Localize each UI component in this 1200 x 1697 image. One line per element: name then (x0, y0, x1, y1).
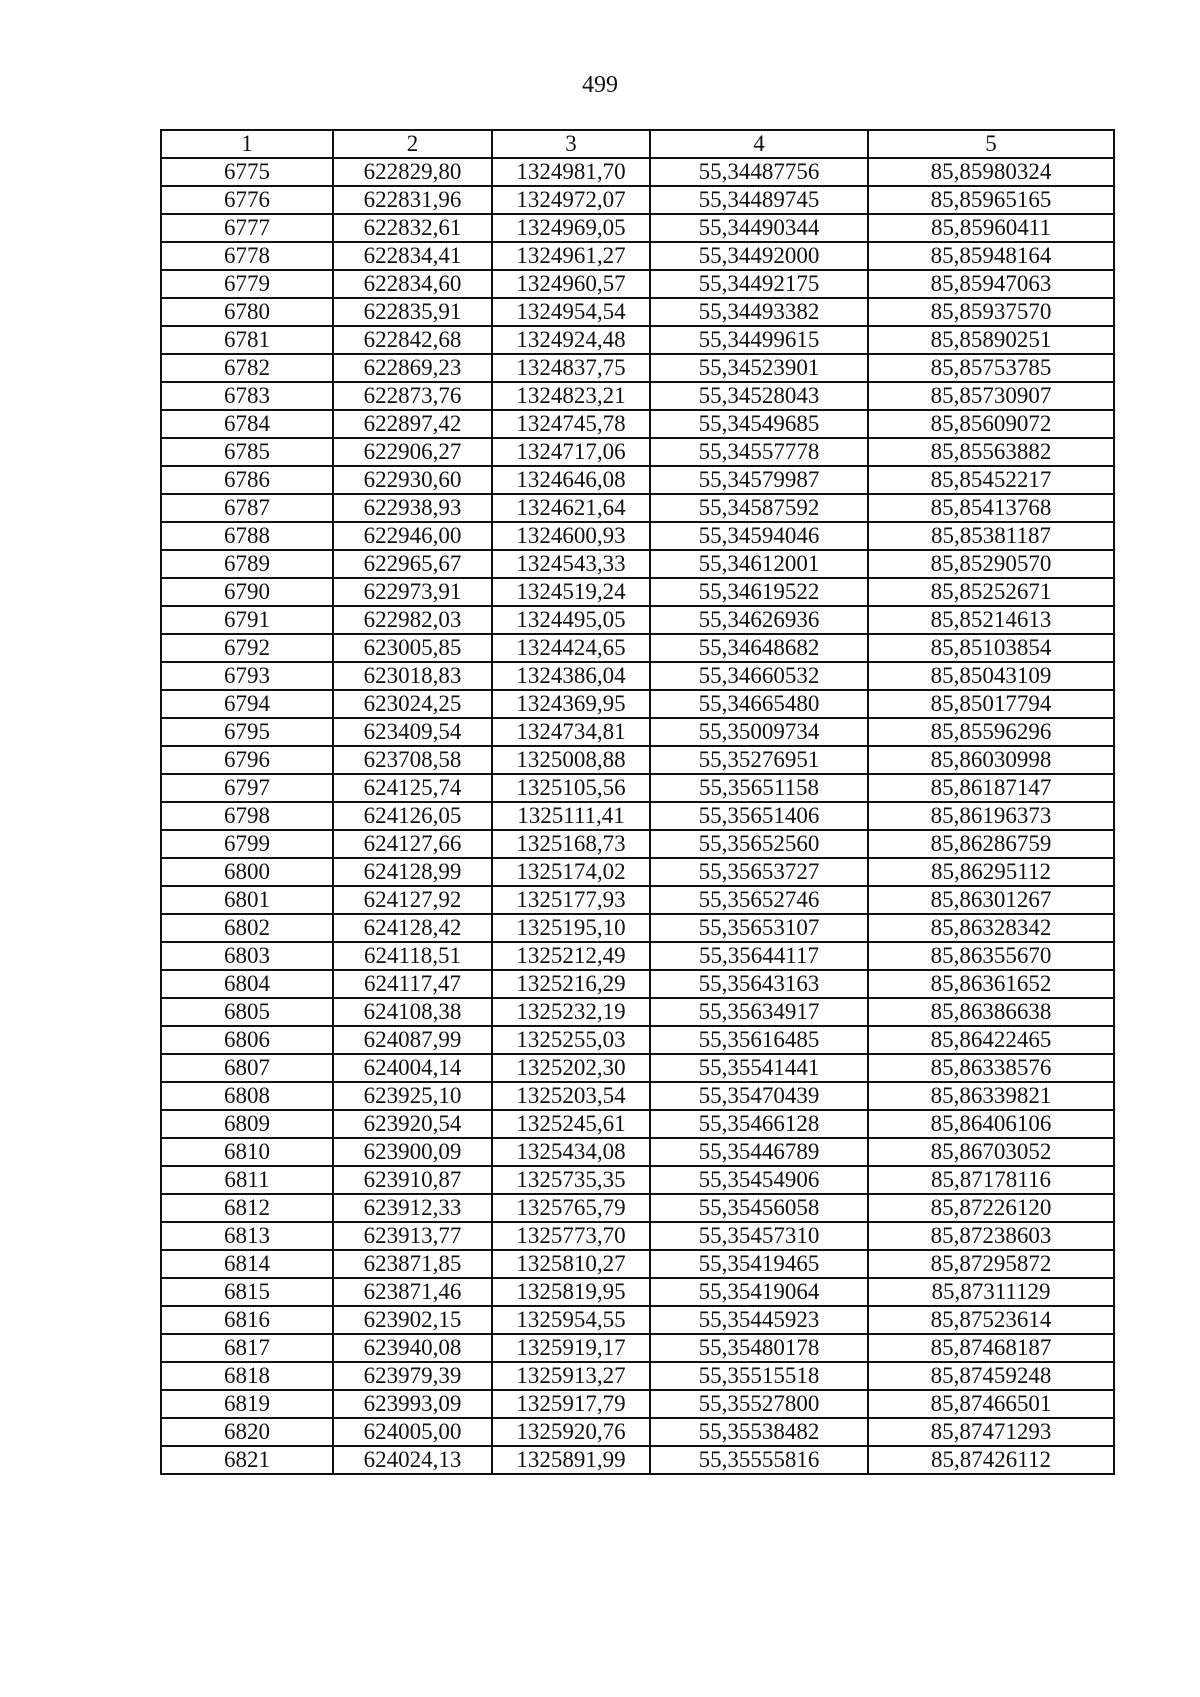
longitude-cell: 85,85937570 (868, 298, 1114, 326)
x-coordinate-cell: 624087,99 (333, 1026, 492, 1054)
longitude-cell: 85,86286759 (868, 830, 1114, 858)
latitude-cell: 55,34487756 (650, 158, 868, 186)
point-number-cell: 6779 (161, 270, 333, 298)
x-coordinate-cell: 623993,09 (333, 1390, 492, 1418)
x-coordinate-cell: 624118,51 (333, 942, 492, 970)
latitude-cell: 55,34648682 (650, 634, 868, 662)
table-row (161, 1138, 1114, 1166)
table-row (161, 1054, 1114, 1082)
latitude-cell: 55,35643163 (650, 970, 868, 998)
coordinates-table (160, 129, 1115, 1475)
table-row (161, 410, 1114, 438)
point-number-cell: 6786 (161, 466, 333, 494)
longitude-cell: 85,85890251 (868, 326, 1114, 354)
longitude-cell: 85,85609072 (868, 410, 1114, 438)
table-row (161, 242, 1114, 270)
point-number-cell: 6819 (161, 1390, 333, 1418)
x-coordinate-cell: 623979,39 (333, 1362, 492, 1390)
longitude-cell: 85,86030998 (868, 746, 1114, 774)
latitude-cell: 55,34492175 (650, 270, 868, 298)
x-coordinate-cell: 624126,05 (333, 802, 492, 830)
longitude-cell: 85,87523614 (868, 1306, 1114, 1334)
point-number-cell: 6814 (161, 1250, 333, 1278)
x-coordinate-cell: 622831,96 (333, 186, 492, 214)
table-row (161, 998, 1114, 1026)
point-number-cell: 6795 (161, 718, 333, 746)
latitude-cell: 55,35419064 (650, 1278, 868, 1306)
point-number-cell: 6797 (161, 774, 333, 802)
x-coordinate-cell: 624117,47 (333, 970, 492, 998)
point-number-cell: 6777 (161, 214, 333, 242)
table-row (161, 158, 1114, 186)
latitude-cell: 55,35653727 (650, 858, 868, 886)
x-coordinate-cell: 622873,76 (333, 382, 492, 410)
point-number-cell: 6800 (161, 858, 333, 886)
longitude-cell: 85,85214613 (868, 606, 1114, 634)
table-row (161, 1166, 1114, 1194)
table-row (161, 1222, 1114, 1250)
point-number-cell: 6790 (161, 578, 333, 606)
x-coordinate-cell: 623708,58 (333, 746, 492, 774)
y-coordinate-cell: 1325216,29 (492, 970, 650, 998)
table-row (161, 718, 1114, 746)
column-header: 4 (650, 130, 868, 158)
x-coordinate-cell: 622906,27 (333, 438, 492, 466)
longitude-cell: 85,85947063 (868, 270, 1114, 298)
latitude-cell: 55,34499615 (650, 326, 868, 354)
latitude-cell: 55,35527800 (650, 1390, 868, 1418)
latitude-cell: 55,35652560 (650, 830, 868, 858)
header-row (161, 130, 1114, 158)
table-row (161, 942, 1114, 970)
y-coordinate-cell: 1324519,24 (492, 578, 650, 606)
latitude-cell: 55,35644117 (650, 942, 868, 970)
latitude-cell: 55,34490344 (650, 214, 868, 242)
longitude-cell: 85,87295872 (868, 1250, 1114, 1278)
latitude-cell: 55,35653107 (650, 914, 868, 942)
y-coordinate-cell: 1324369,95 (492, 690, 650, 718)
y-coordinate-cell: 1324972,07 (492, 186, 650, 214)
longitude-cell: 85,85017794 (868, 690, 1114, 718)
x-coordinate-cell: 623871,85 (333, 1250, 492, 1278)
latitude-cell: 55,35446789 (650, 1138, 868, 1166)
table-row (161, 1306, 1114, 1334)
point-number-cell: 6788 (161, 522, 333, 550)
latitude-cell: 55,35515518 (650, 1362, 868, 1390)
point-number-cell: 6809 (161, 1110, 333, 1138)
y-coordinate-cell: 1324600,93 (492, 522, 650, 550)
longitude-cell: 85,86295112 (868, 858, 1114, 886)
table-row (161, 382, 1114, 410)
latitude-cell: 55,34492000 (650, 242, 868, 270)
longitude-cell: 85,86355670 (868, 942, 1114, 970)
table-row (161, 1418, 1114, 1446)
latitude-cell: 55,35651406 (650, 802, 868, 830)
longitude-cell: 85,86328342 (868, 914, 1114, 942)
longitude-cell: 85,87178116 (868, 1166, 1114, 1194)
longitude-cell: 85,85452217 (868, 466, 1114, 494)
table-row (161, 746, 1114, 774)
y-coordinate-cell: 1325174,02 (492, 858, 650, 886)
longitude-cell: 85,87311129 (868, 1278, 1114, 1306)
table-row (161, 886, 1114, 914)
point-number-cell: 6789 (161, 550, 333, 578)
y-coordinate-cell: 1325913,27 (492, 1362, 650, 1390)
table-row (161, 1110, 1114, 1138)
table-header (161, 130, 1114, 158)
point-number-cell: 6785 (161, 438, 333, 466)
longitude-cell: 85,85960411 (868, 214, 1114, 242)
latitude-cell: 55,34489745 (650, 186, 868, 214)
longitude-cell: 85,85965165 (868, 186, 1114, 214)
x-coordinate-cell: 624128,42 (333, 914, 492, 942)
point-number-cell: 6804 (161, 970, 333, 998)
longitude-cell: 85,86703052 (868, 1138, 1114, 1166)
latitude-cell: 55,34626936 (650, 606, 868, 634)
x-coordinate-cell: 622973,91 (333, 578, 492, 606)
table-row (161, 830, 1114, 858)
table-row (161, 774, 1114, 802)
table-row (161, 578, 1114, 606)
x-coordinate-cell: 623913,77 (333, 1222, 492, 1250)
table-row (161, 1250, 1114, 1278)
x-coordinate-cell: 624127,92 (333, 886, 492, 914)
y-coordinate-cell: 1325255,03 (492, 1026, 650, 1054)
table-row (161, 326, 1114, 354)
longitude-cell: 85,86339821 (868, 1082, 1114, 1110)
x-coordinate-cell: 623018,83 (333, 662, 492, 690)
x-coordinate-cell: 622834,60 (333, 270, 492, 298)
table-row (161, 606, 1114, 634)
latitude-cell: 55,35480178 (650, 1334, 868, 1362)
point-number-cell: 6821 (161, 1446, 333, 1474)
y-coordinate-cell: 1324646,08 (492, 466, 650, 494)
table-row (161, 1334, 1114, 1362)
table-row (161, 214, 1114, 242)
longitude-cell: 85,85043109 (868, 662, 1114, 690)
point-number-cell: 6784 (161, 410, 333, 438)
x-coordinate-cell: 623910,87 (333, 1166, 492, 1194)
latitude-cell: 55,34594046 (650, 522, 868, 550)
latitude-cell: 55,35466128 (650, 1110, 868, 1138)
y-coordinate-cell: 1325195,10 (492, 914, 650, 942)
latitude-cell: 55,35470439 (650, 1082, 868, 1110)
y-coordinate-cell: 1324495,05 (492, 606, 650, 634)
y-coordinate-cell: 1325773,70 (492, 1222, 650, 1250)
latitude-cell: 55,35419465 (650, 1250, 868, 1278)
table-row (161, 690, 1114, 718)
table-row (161, 298, 1114, 326)
point-number-cell: 6791 (161, 606, 333, 634)
table-row (161, 634, 1114, 662)
x-coordinate-cell: 624024,13 (333, 1446, 492, 1474)
point-number-cell: 6806 (161, 1026, 333, 1054)
longitude-cell: 85,85252671 (868, 578, 1114, 606)
longitude-cell: 85,86196373 (868, 802, 1114, 830)
longitude-cell: 85,87426112 (868, 1446, 1114, 1474)
latitude-cell: 55,35454906 (650, 1166, 868, 1194)
table-row (161, 1390, 1114, 1418)
x-coordinate-cell: 624127,66 (333, 830, 492, 858)
table-row (161, 522, 1114, 550)
table-row (161, 914, 1114, 942)
latitude-cell: 55,34528043 (650, 382, 868, 410)
column-header: 5 (868, 130, 1114, 158)
latitude-cell: 55,34523901 (650, 354, 868, 382)
latitude-cell: 55,34493382 (650, 298, 868, 326)
latitude-cell: 55,35457310 (650, 1222, 868, 1250)
table-row (161, 186, 1114, 214)
x-coordinate-cell: 622930,60 (333, 466, 492, 494)
latitude-cell: 55,35276951 (650, 746, 868, 774)
longitude-cell: 85,85948164 (868, 242, 1114, 270)
point-number-cell: 6780 (161, 298, 333, 326)
longitude-cell: 85,86301267 (868, 886, 1114, 914)
y-coordinate-cell: 1324386,04 (492, 662, 650, 690)
latitude-cell: 55,34665480 (650, 690, 868, 718)
longitude-cell: 85,86386638 (868, 998, 1114, 1026)
y-coordinate-cell: 1325232,19 (492, 998, 650, 1026)
point-number-cell: 6787 (161, 494, 333, 522)
latitude-cell: 55,35652746 (650, 886, 868, 914)
point-number-cell: 6805 (161, 998, 333, 1026)
y-coordinate-cell: 1325891,99 (492, 1446, 650, 1474)
longitude-cell: 85,85980324 (868, 158, 1114, 186)
point-number-cell: 6810 (161, 1138, 333, 1166)
latitude-cell: 55,34549685 (650, 410, 868, 438)
x-coordinate-cell: 623005,85 (333, 634, 492, 662)
page-number: 499 (582, 72, 618, 98)
y-coordinate-cell: 1325434,08 (492, 1138, 650, 1166)
table-row (161, 354, 1114, 382)
y-coordinate-cell: 1324924,48 (492, 326, 650, 354)
table-row (161, 466, 1114, 494)
longitude-cell: 85,85381187 (868, 522, 1114, 550)
y-coordinate-cell: 1325202,30 (492, 1054, 650, 1082)
latitude-cell: 55,34557778 (650, 438, 868, 466)
y-coordinate-cell: 1324745,78 (492, 410, 650, 438)
latitude-cell: 55,35456058 (650, 1194, 868, 1222)
y-coordinate-cell: 1324734,81 (492, 718, 650, 746)
y-coordinate-cell: 1325177,93 (492, 886, 650, 914)
x-coordinate-cell: 623024,25 (333, 690, 492, 718)
point-number-cell: 6799 (161, 830, 333, 858)
x-coordinate-cell: 623900,09 (333, 1138, 492, 1166)
table-row (161, 494, 1114, 522)
y-coordinate-cell: 1324969,05 (492, 214, 650, 242)
table-row (161, 1278, 1114, 1306)
longitude-cell: 85,85413768 (868, 494, 1114, 522)
y-coordinate-cell: 1324961,27 (492, 242, 650, 270)
table-row (161, 550, 1114, 578)
table-row (161, 1194, 1114, 1222)
point-number-cell: 6820 (161, 1418, 333, 1446)
x-coordinate-cell: 623925,10 (333, 1082, 492, 1110)
latitude-cell: 55,35445923 (650, 1306, 868, 1334)
point-number-cell: 6812 (161, 1194, 333, 1222)
latitude-cell: 55,34612001 (650, 550, 868, 578)
y-coordinate-cell: 1324543,33 (492, 550, 650, 578)
y-coordinate-cell: 1324960,57 (492, 270, 650, 298)
point-number-cell: 6816 (161, 1306, 333, 1334)
longitude-cell: 85,86338576 (868, 1054, 1114, 1082)
longitude-cell: 85,87468187 (868, 1334, 1114, 1362)
latitude-cell: 55,34660532 (650, 662, 868, 690)
longitude-cell: 85,85290570 (868, 550, 1114, 578)
longitude-cell: 85,87466501 (868, 1390, 1114, 1418)
y-coordinate-cell: 1324717,06 (492, 438, 650, 466)
x-coordinate-cell: 624004,14 (333, 1054, 492, 1082)
longitude-cell: 85,85753785 (868, 354, 1114, 382)
latitude-cell: 55,35634917 (650, 998, 868, 1026)
table-row (161, 858, 1114, 886)
point-number-cell: 6792 (161, 634, 333, 662)
column-header: 1 (161, 130, 333, 158)
y-coordinate-cell: 1325954,55 (492, 1306, 650, 1334)
x-coordinate-cell: 622897,42 (333, 410, 492, 438)
point-number-cell: 6782 (161, 354, 333, 382)
table-row (161, 438, 1114, 466)
x-coordinate-cell: 622965,67 (333, 550, 492, 578)
x-coordinate-cell: 622938,93 (333, 494, 492, 522)
y-coordinate-cell: 1324954,54 (492, 298, 650, 326)
x-coordinate-cell: 624125,74 (333, 774, 492, 802)
latitude-cell: 55,35651158 (650, 774, 868, 802)
table-row (161, 970, 1114, 998)
point-number-cell: 6796 (161, 746, 333, 774)
x-coordinate-cell: 622946,00 (333, 522, 492, 550)
latitude-cell: 55,35538482 (650, 1418, 868, 1446)
y-coordinate-cell: 1325919,17 (492, 1334, 650, 1362)
table-row (161, 1026, 1114, 1054)
latitude-cell: 55,35009734 (650, 718, 868, 746)
latitude-cell: 55,34587592 (650, 494, 868, 522)
x-coordinate-cell: 623871,46 (333, 1278, 492, 1306)
column-header: 3 (492, 130, 650, 158)
y-coordinate-cell: 1325765,79 (492, 1194, 650, 1222)
y-coordinate-cell: 1325212,49 (492, 942, 650, 970)
longitude-cell: 85,86422465 (868, 1026, 1114, 1054)
point-number-cell: 6801 (161, 886, 333, 914)
point-number-cell: 6803 (161, 942, 333, 970)
point-number-cell: 6776 (161, 186, 333, 214)
point-number-cell: 6813 (161, 1222, 333, 1250)
x-coordinate-cell: 622835,91 (333, 298, 492, 326)
point-number-cell: 6811 (161, 1166, 333, 1194)
x-coordinate-cell: 624128,99 (333, 858, 492, 886)
x-coordinate-cell: 622829,80 (333, 158, 492, 186)
y-coordinate-cell: 1325245,61 (492, 1110, 650, 1138)
table-row (161, 662, 1114, 690)
longitude-cell: 85,85563882 (868, 438, 1114, 466)
y-coordinate-cell: 1325168,73 (492, 830, 650, 858)
y-coordinate-cell: 1324823,21 (492, 382, 650, 410)
x-coordinate-cell: 624005,00 (333, 1418, 492, 1446)
longitude-cell: 85,86187147 (868, 774, 1114, 802)
point-number-cell: 6818 (161, 1362, 333, 1390)
y-coordinate-cell: 1324837,75 (492, 354, 650, 382)
longitude-cell: 85,86361652 (868, 970, 1114, 998)
y-coordinate-cell: 1325111,41 (492, 802, 650, 830)
x-coordinate-cell: 622832,61 (333, 214, 492, 242)
longitude-cell: 85,87238603 (868, 1222, 1114, 1250)
point-number-cell: 6783 (161, 382, 333, 410)
x-coordinate-cell: 622834,41 (333, 242, 492, 270)
latitude-cell: 55,34619522 (650, 578, 868, 606)
longitude-cell: 85,87459248 (868, 1362, 1114, 1390)
point-number-cell: 6798 (161, 802, 333, 830)
point-number-cell: 6775 (161, 158, 333, 186)
y-coordinate-cell: 1325735,35 (492, 1166, 650, 1194)
latitude-cell: 55,34579987 (650, 466, 868, 494)
longitude-cell: 85,85730907 (868, 382, 1114, 410)
point-number-cell: 6807 (161, 1054, 333, 1082)
x-coordinate-cell: 622982,03 (333, 606, 492, 634)
table-row (161, 1446, 1114, 1474)
table-row (161, 1362, 1114, 1390)
latitude-cell: 55,35541441 (650, 1054, 868, 1082)
longitude-cell: 85,85596296 (868, 718, 1114, 746)
longitude-cell: 85,87471293 (868, 1418, 1114, 1446)
y-coordinate-cell: 1325008,88 (492, 746, 650, 774)
longitude-cell: 85,87226120 (868, 1194, 1114, 1222)
y-coordinate-cell: 1325105,56 (492, 774, 650, 802)
y-coordinate-cell: 1324621,64 (492, 494, 650, 522)
x-coordinate-cell: 623920,54 (333, 1110, 492, 1138)
y-coordinate-cell: 1324981,70 (492, 158, 650, 186)
column-header: 2 (333, 130, 492, 158)
y-coordinate-cell: 1325819,95 (492, 1278, 650, 1306)
latitude-cell: 55,35555816 (650, 1446, 868, 1474)
table-row (161, 1082, 1114, 1110)
x-coordinate-cell: 622842,68 (333, 326, 492, 354)
point-number-cell: 6793 (161, 662, 333, 690)
latitude-cell: 55,35616485 (650, 1026, 868, 1054)
point-number-cell: 6778 (161, 242, 333, 270)
x-coordinate-cell: 623912,33 (333, 1194, 492, 1222)
point-number-cell: 6802 (161, 914, 333, 942)
y-coordinate-cell: 1325920,76 (492, 1418, 650, 1446)
point-number-cell: 6817 (161, 1334, 333, 1362)
table-row (161, 802, 1114, 830)
x-coordinate-cell: 623902,15 (333, 1306, 492, 1334)
y-coordinate-cell: 1325917,79 (492, 1390, 650, 1418)
table-row (161, 270, 1114, 298)
longitude-cell: 85,86406106 (868, 1110, 1114, 1138)
x-coordinate-cell: 622869,23 (333, 354, 492, 382)
longitude-cell: 85,85103854 (868, 634, 1114, 662)
x-coordinate-cell: 624108,38 (333, 998, 492, 1026)
point-number-cell: 6781 (161, 326, 333, 354)
y-coordinate-cell: 1325810,27 (492, 1250, 650, 1278)
x-coordinate-cell: 623409,54 (333, 718, 492, 746)
table-body (161, 158, 1114, 1474)
y-coordinate-cell: 1324424,65 (492, 634, 650, 662)
point-number-cell: 6815 (161, 1278, 333, 1306)
point-number-cell: 6794 (161, 690, 333, 718)
x-coordinate-cell: 623940,08 (333, 1334, 492, 1362)
y-coordinate-cell: 1325203,54 (492, 1082, 650, 1110)
point-number-cell: 6808 (161, 1082, 333, 1110)
